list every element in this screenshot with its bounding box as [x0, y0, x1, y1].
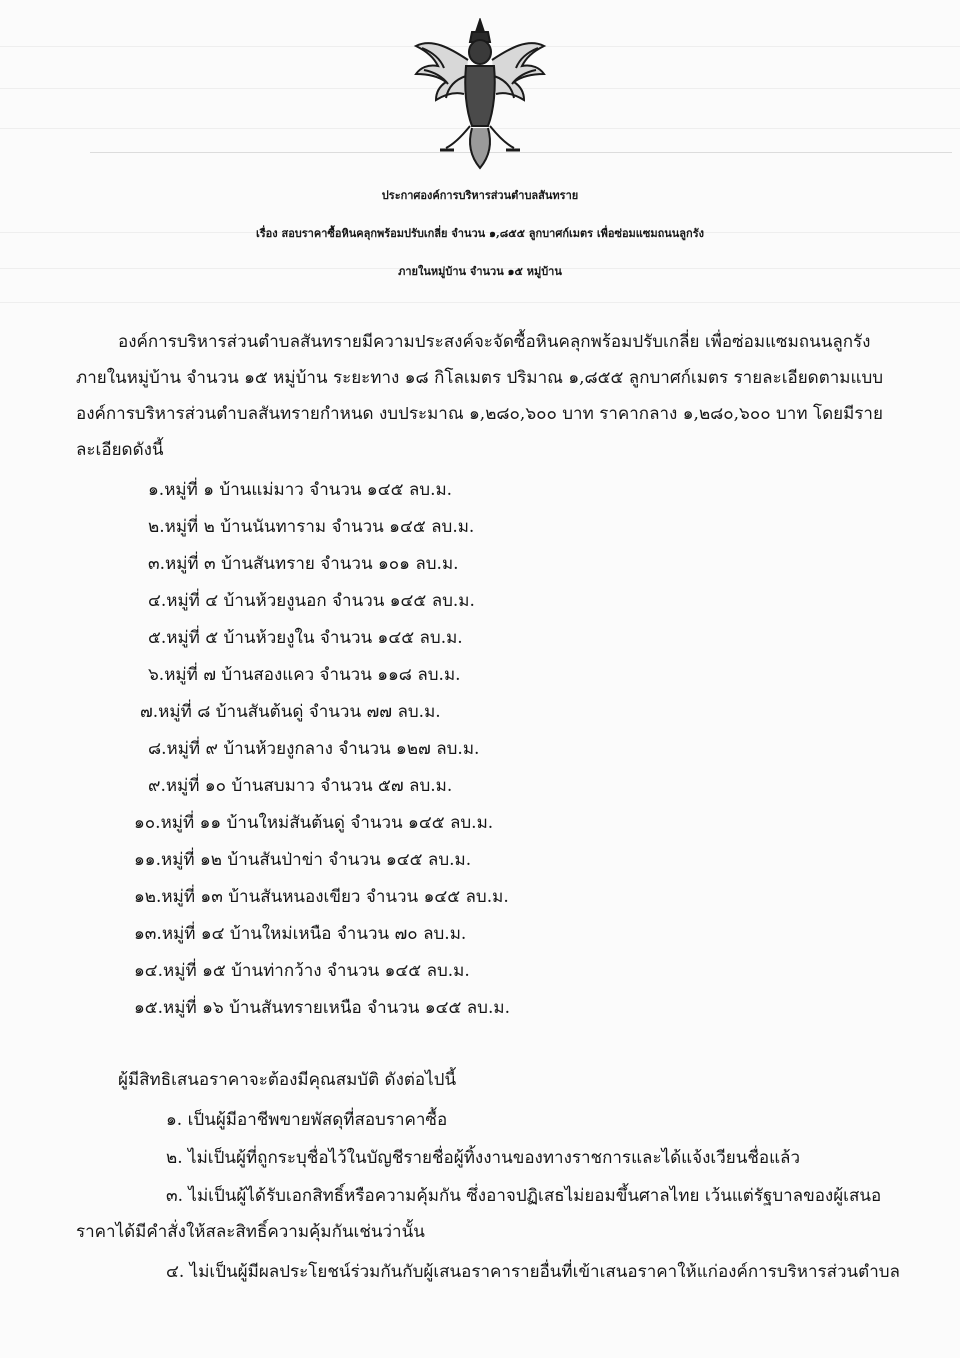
- list-item: ๓.หมู่ที่ ๓ บ้านสันทราย จำนวน ๑๐๑ ลบ.ม.: [148, 554, 459, 574]
- intro-paragraph-line: องค์การบริหารส่วนตำบลสันทรายมีความประสงค์จะจัดซื้อหินคลุกพร้อมปรับเกลี่ย เพื่อซ่อมแซมถนนลูกรัง: [118, 332, 871, 352]
- intro-paragraph-line: องค์การบริหารส่วนตำบลสันทรายกำหนด งบประมาณ ๑,๒๘๐,๖๐๐ บาท ราคากลาง ๑,๒๘๐,๖๐๐ บาท โดยมีราย: [76, 404, 883, 424]
- qualification-item-cont: ราคาได้มีคำสั่งให้สละสิทธิ์ความคุ้มกันเช่นว่านั้น: [76, 1222, 425, 1242]
- qualification-item: ๔. ไม่เป็นผู้มีผลประโยชน์ร่วมกันกับผู้เสนอราคารายอื่นที่เข้าเสนอราคาให้แก่องค์การบริหารส่วนตำบล: [166, 1262, 900, 1282]
- list-item: ๑๑.หมู่ที่ ๑๒ บ้านสันป่าข่า จำนวน ๑๔๕ ลบ.ม.: [134, 850, 472, 870]
- list-item: ๘.หมู่ที่ ๙ บ้านห้วยงูกลาง จำนวน ๑๒๗ ลบ.ม.: [148, 739, 480, 759]
- list-item: ๑.หมู่ที่ ๑ บ้านแม่มาว จำนวน ๑๔๕ ลบ.ม.: [148, 480, 453, 500]
- list-item: ๔.หมู่ที่ ๔ บ้านห้วยงูนอก จำนวน ๑๔๕ ลบ.ม.: [148, 591, 475, 611]
- qualification-item: ๒. ไม่เป็นผู้ที่ถูกระบุชื่อไว้ในบัญชีรายชื่อผู้ทิ้งงานของทางราชการและได้แจ้งเวียนชื่อแล้ว: [166, 1148, 800, 1168]
- scan-artifact: [0, 302, 960, 303]
- qualification-item: ๓. ไม่เป็นผู้ได้รับเอกสิทธิ์หรือความคุ้มกัน ซึ่งอาจปฏิเสธไม่ยอมขึ้นศาลไทย เว้นแต่รัฐบาลของผู้เสนอ: [166, 1186, 882, 1206]
- list-item: ๙.หมู่ที่ ๑๐ บ้านสบมาว จำนวน ๕๗ ลบ.ม.: [148, 776, 453, 796]
- announcement-subject-cont: ภายในหมู่บ้าน จำนวน ๑๕ หมู่บ้าน: [398, 265, 562, 278]
- qualifications-heading: ผู้มีสิทธิเสนอราคาจะต้องมีคุณสมบัติ ดังต่อไปนี้: [118, 1070, 457, 1090]
- list-item: ๒.หมู่ที่ ๒ บ้านนันทาราม จำนวน ๑๔๕ ลบ.ม.: [148, 517, 475, 537]
- intro-paragraph-line: ละเอียดดังนี้: [76, 440, 164, 460]
- list-item: ๗.หมู่ที่ ๘ บ้านสันต้นดู่ จำนวน ๗๗ ลบ.ม.: [140, 702, 441, 722]
- list-item: ๑๒.หมู่ที่ ๑๓ บ้านสันหนองเขียว จำนวน ๑๔๕ ลบ.ม.: [134, 887, 509, 907]
- garuda-emblem-icon: [410, 18, 550, 170]
- announcement-subject: เรื่อง สอบราคาซื้อหินคลุกพร้อมปรับเกลี่ย จำนวน ๑,๘๕๕ ลูกบาศก์เมตร เพื่อซ่อมแซมถนนลูกรัง: [256, 227, 704, 240]
- qualification-item: ๑. เป็นผู้มีอาชีพขายพัสดุที่สอบราคาซื้อ: [166, 1110, 448, 1130]
- list-item: ๑๕.หมู่ที่ ๑๖ บ้านสันทรายเหนือ จำนวน ๑๔๕ ลบ.ม.: [134, 998, 510, 1018]
- list-item: ๕.หมู่ที่ ๕ บ้านห้วยงูใน จำนวน ๑๔๕ ลบ.ม.: [148, 628, 463, 648]
- list-item: ๑๔.หมู่ที่ ๑๕ บ้านท่ากว้าง จำนวน ๑๔๕ ลบ.ม.: [134, 961, 470, 981]
- intro-paragraph-line: ภายในหมู่บ้าน จำนวน ๑๕ หมู่บ้าน ระยะทาง ๑๘ กิโลเมตร ปริมาณ ๑,๘๕๕ ลูกบาศก์เมตร รายละเอียดตามแบบ: [76, 368, 884, 388]
- list-item: ๖.หมู่ที่ ๗ บ้านสองแคว จำนวน ๑๑๘ ลบ.ม.: [148, 665, 461, 685]
- announcement-title: ประกาศองค์การบริหารส่วนตำบลสันทราย: [381, 189, 579, 202]
- list-item: ๑๓.หมู่ที่ ๑๔ บ้านใหม่เหนือ จำนวน ๗๐ ลบ.ม.: [134, 924, 467, 944]
- list-item: ๑๐.หมู่ที่ ๑๑ บ้านใหม่สันต้นดู่ จำนวน ๑๔๕ ลบ.ม.: [134, 813, 494, 833]
